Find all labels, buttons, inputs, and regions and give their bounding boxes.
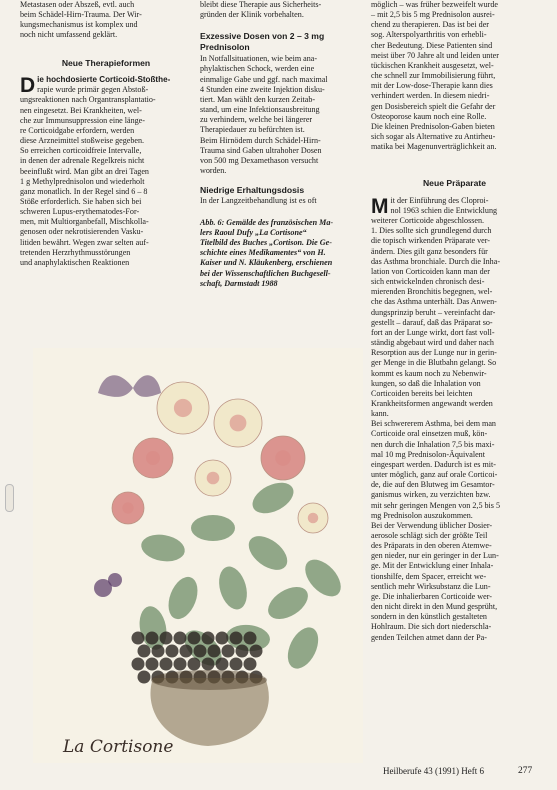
text-line: bei der Wissenschaftlichen Buchgesell- xyxy=(200,268,331,278)
text-line: das Asthma bronchiale. Durch die Inha- xyxy=(371,256,501,266)
grape xyxy=(152,645,165,658)
grape xyxy=(216,658,229,671)
text-line: re Corticoidgabe erfordern, werden xyxy=(20,125,135,135)
text-line: Resorption aus der Lunge nur in gerin- xyxy=(371,348,497,358)
section-heading: Exzessive Dosen von 2 – 3 mg Prednisolon xyxy=(200,31,325,52)
text-line: einmalige Gabe und ggf. nach maximal xyxy=(200,74,328,84)
text-line: gen nieder, nur ein geringer in der Lun- xyxy=(371,551,499,561)
painting-figure xyxy=(33,348,363,763)
text-line: mit der Low-dose-Therapie kann dies xyxy=(371,81,493,91)
text-line: gestellt – darauf, daß das Präparat so- xyxy=(371,317,493,327)
text-line: de, die auf den Blutweg im Gesamtor- xyxy=(371,480,495,490)
text-block xyxy=(371,196,538,643)
text-line: Metastasen oder Abszeß, evtl. auch xyxy=(20,0,135,9)
grape xyxy=(146,632,159,645)
text-line: dungsprinzip beruht – vereinfacht dar- xyxy=(371,307,496,317)
lead-text: it der Einführung des Cloproi- xyxy=(390,195,489,205)
text-line: chend zu therapieren. Das ist bei der xyxy=(371,20,489,30)
text-line: lers Raoul Dufy „La Cortisone“ xyxy=(200,228,307,237)
grape xyxy=(132,632,145,645)
text-line: kungsmechanismus ist komplex und xyxy=(20,20,138,30)
text-line: mit sehr geringen Mengen von 2,5 bis 5 xyxy=(371,500,501,510)
text-line: Bei schwererem Asthma, bei dem man xyxy=(371,419,496,429)
grape xyxy=(244,632,257,645)
text-line: In der Langzeitbehandlung ist es oft xyxy=(200,195,317,205)
text-line: kungen, so daß die Inhalation von xyxy=(371,378,481,388)
dropcap: M xyxy=(371,194,389,218)
page-number: 277 xyxy=(518,766,533,776)
grape xyxy=(132,658,145,671)
text-line: Therapiedauer zu befürchten ist. xyxy=(200,125,305,135)
text-line: schaft, Darmstadt 1988 xyxy=(200,278,278,288)
lead-text: ie hochdosierte Corticoid-Stoßthe- xyxy=(37,75,171,85)
text-line: Osteoporose kaum noch eine Rolle. xyxy=(371,111,487,121)
text-line: fort an der Lunge wirkt, dort fast voll- xyxy=(371,327,495,337)
grape xyxy=(180,645,193,658)
grape xyxy=(230,658,243,671)
text-block xyxy=(20,75,192,268)
text-line: unter möglich, ganz auf orale Corticoi- xyxy=(371,470,498,480)
grape xyxy=(216,632,229,645)
grape xyxy=(222,645,235,658)
grape xyxy=(138,671,151,684)
section-heading: Niedrige Erhaltungsdosis xyxy=(200,185,305,196)
text-line: möglich – was früher bezweifelt wurde xyxy=(371,0,498,9)
text-line: meist über 70 Jahre alt und leiden unter xyxy=(371,50,499,60)
grape xyxy=(236,645,249,658)
text-line: schweren Lupus-erythematodes-For- xyxy=(20,207,140,217)
text-line: worden. xyxy=(200,166,227,176)
text-line: litiden bewährt. Wegen zwar selten auf- xyxy=(20,237,149,247)
text-line: tionshilfe, dem Spacer, erreicht we- xyxy=(371,571,487,581)
grape xyxy=(188,658,201,671)
flower-center xyxy=(122,502,133,513)
text-line: tiert. Man wählt den kurzen Zeitab- xyxy=(200,94,316,104)
text-line: Titelbild des Buches „Cortison. Die Ge- xyxy=(200,238,332,248)
text-line: ständig abgebaut wird und daher nach xyxy=(371,338,494,348)
text-line: Hohlraum. Die sich dort niederschla- xyxy=(371,622,492,632)
text-line: des Präparats in den oberen Atemwe- xyxy=(371,541,492,551)
text-line: ge. Mit der Entwicklung einer Inhala- xyxy=(371,561,494,571)
text-line: che schnell zur Immobilisierung führt, xyxy=(371,71,496,81)
text-line: ungsreaktionen nach Organtransplantatio- xyxy=(20,95,156,105)
grape xyxy=(202,658,215,671)
text-line: von 500 mg Dexamethason versucht xyxy=(200,155,319,165)
text-line: sondern in den künstlich gestalteten xyxy=(371,612,487,622)
column-right xyxy=(371,0,538,643)
flower-center xyxy=(174,399,192,417)
grape xyxy=(202,632,215,645)
grape xyxy=(166,645,179,658)
punch-hole-mark xyxy=(5,484,14,512)
text-line: den nicht direkt in den Mund gesprüht, xyxy=(371,602,498,612)
grape xyxy=(250,645,263,658)
text-line: beim Schädel-Hirn-Trauma. Der Wir- xyxy=(20,10,142,20)
journal-reference: Heilberufe 43 (1991) Heft 6 xyxy=(383,766,484,776)
text-line: nen durch die Inhalation 7,5 bis maxi- xyxy=(371,439,495,449)
berry xyxy=(108,573,122,587)
text-line: gen Dosisbereich spielt die Gefahr der xyxy=(371,101,496,111)
text-line: men, mit Multiorganbefall, Mischkolla- xyxy=(20,217,149,227)
text-line: weiterer Corticoide abgeschlossen. xyxy=(371,216,485,226)
text-line: diese Arzneimittel stoßweise gegeben. xyxy=(20,136,145,146)
text-line: 4 Stunden eine zweite Injektion disku- xyxy=(200,84,325,94)
text-line: ganismus wirken, zu verzichten bzw. xyxy=(371,490,491,500)
painting-signature: La Cortisone xyxy=(63,737,174,757)
text-line: mierenden Bronchitis begegnen, wel- xyxy=(371,287,493,297)
text-line: sich sogar als Alternative zu Antirheu- xyxy=(371,132,496,142)
text-line: Beim Hirnödem durch Schädel-Hirn- xyxy=(200,135,321,145)
text-line: nen eingesetzt. Bei Krankheiten, wel- xyxy=(20,105,142,115)
text-line: gründen der Klinik vorbehalten. xyxy=(200,10,304,20)
leaf xyxy=(191,515,235,541)
text-line: sog. Alterspolyarthritis von erhebli- xyxy=(371,30,487,40)
column-middle xyxy=(200,0,363,289)
text-line: mg Prednisolon auszukommen. xyxy=(371,510,473,520)
text-line: Bei der Verwendung üblicher Dosier- xyxy=(371,520,493,530)
text-block xyxy=(20,0,192,41)
text-line: In Notfallsituationen, wie beim ana- xyxy=(200,54,318,64)
text-line: Krankheitsformen angewandt werden xyxy=(371,398,493,408)
text-line: nol 1963 schien die Entwicklung xyxy=(390,206,498,215)
text-line: – mit 2,5 bis 5 mg Prednisolon ausrei- xyxy=(371,10,495,20)
grape xyxy=(188,632,201,645)
text-line: schichte eines Medikamentes“ von H. xyxy=(200,248,326,258)
text-line: genosen oder nekrotisierenden Vasku- xyxy=(20,227,144,237)
text-line: Kaiser und N. Kläukenberg, erschienen xyxy=(200,258,333,268)
text-line: Stöße erforderlich. Sie haben sich bei xyxy=(20,197,142,206)
text-line: stand, um eine Infektionsausbreitung xyxy=(200,105,320,115)
text-line: bleibt diese Therapie aus Sicherheits- xyxy=(200,0,322,9)
flower-center xyxy=(230,415,247,432)
figure-caption xyxy=(200,218,363,289)
grape xyxy=(174,632,187,645)
text-line: sentlich mehr Wirksubstanz die Lun- xyxy=(371,581,491,591)
text-line: Corticoide oral einsetzen muß, kön- xyxy=(371,429,488,439)
text-line: ge. Die inhalierbaren Corticoide wer- xyxy=(371,591,492,601)
text-block xyxy=(371,0,538,152)
text-line: tückischen Krankheit ausgesetzt, wel- xyxy=(371,60,494,70)
text-line: 1. Dies sollte sich grundlegend durch xyxy=(371,226,492,236)
text-line: zu verhindern, welche bei längerer xyxy=(200,115,313,125)
text-line: 1 g Methylprednisolon und wiederholt xyxy=(20,176,145,186)
grape xyxy=(160,658,173,671)
text-line: sich entwickelnden chronisch desi- xyxy=(371,277,485,287)
text-line: Die kleinen Prednisolon-Gaben bieten xyxy=(371,121,495,131)
grape xyxy=(230,632,243,645)
text-line: ganz monatlich. In der Regel sind 6 – 8 xyxy=(20,186,148,196)
column-left xyxy=(20,0,192,268)
text-line: lation von Corticoiden kann man der xyxy=(371,266,490,276)
text-line: die topisch wirkenden Präparate ver- xyxy=(371,236,490,246)
flower-center xyxy=(275,450,290,465)
text-line: cher Bedeutung. Diese Patienten sind xyxy=(371,40,493,50)
grape xyxy=(146,658,159,671)
text-line: aerosole schlägt sich der größte Teil xyxy=(371,531,488,540)
text-line: So erreichen corticoidfreie Intervalle, xyxy=(20,146,142,156)
text-block xyxy=(200,54,363,176)
text-line: und anaphylaktischen Reaktionen xyxy=(20,257,130,267)
text-line: beeinflußt wird. Man gibt an drei Tagen xyxy=(20,166,149,176)
grape xyxy=(138,645,151,658)
text-line: mal 10 mg Prednisolon-Äquivalent xyxy=(371,449,485,459)
grape xyxy=(208,645,221,658)
text-line: Abb. 6: Gemälde des französischen Ma- xyxy=(200,217,334,227)
text-line: che zur Immunsuppression eine länge- xyxy=(20,115,145,125)
text-line: phylaktischen Schock, werden eine xyxy=(200,64,315,74)
text-line: verhindert werden. In diesem niedri- xyxy=(371,91,490,101)
grape xyxy=(194,645,207,658)
text-line: ger Menge in die Blutbahn gelangt. So xyxy=(371,358,497,368)
text-line: che das Asthma unterhält. Das Anwen- xyxy=(371,297,497,307)
text-line: matika bei Magenunverträglichkeit an. xyxy=(371,142,497,152)
flower-center xyxy=(308,513,319,524)
text-line: ändern. Dies gilt ganz besonders für xyxy=(371,246,488,256)
text-line: in denen der adrenale Regelkreis nicht xyxy=(20,156,145,166)
text-line: rapie wurde primär gegen Abstoß- xyxy=(37,85,149,95)
section-heading: Neue Präparate xyxy=(422,178,487,189)
text-line: genden Teilchen atmet dann der Pa- xyxy=(371,632,487,642)
text-block xyxy=(200,0,363,20)
text-line: Corticoiden bereits bei leichten xyxy=(371,388,473,398)
grape xyxy=(160,632,173,645)
text-line: kann. xyxy=(371,409,389,419)
flower-center xyxy=(207,472,220,485)
text-line: eingespart werden. Dadurch ist es mit- xyxy=(371,459,496,469)
section-heading: Neue Therapieformen xyxy=(61,57,151,68)
text-line: tretenden Herzrhythmusstörungen xyxy=(20,247,131,257)
text-line: kommt es kaum noch zu Nebenwir- xyxy=(371,368,487,378)
dropcap: D xyxy=(20,74,36,98)
grape xyxy=(244,658,257,671)
flower-center xyxy=(146,451,160,465)
grape xyxy=(174,658,187,671)
text-line: Trauma sind Gaben ultrahoher Dosen xyxy=(200,145,322,155)
text-line: noch nicht umfassend geklärt. xyxy=(20,30,118,40)
